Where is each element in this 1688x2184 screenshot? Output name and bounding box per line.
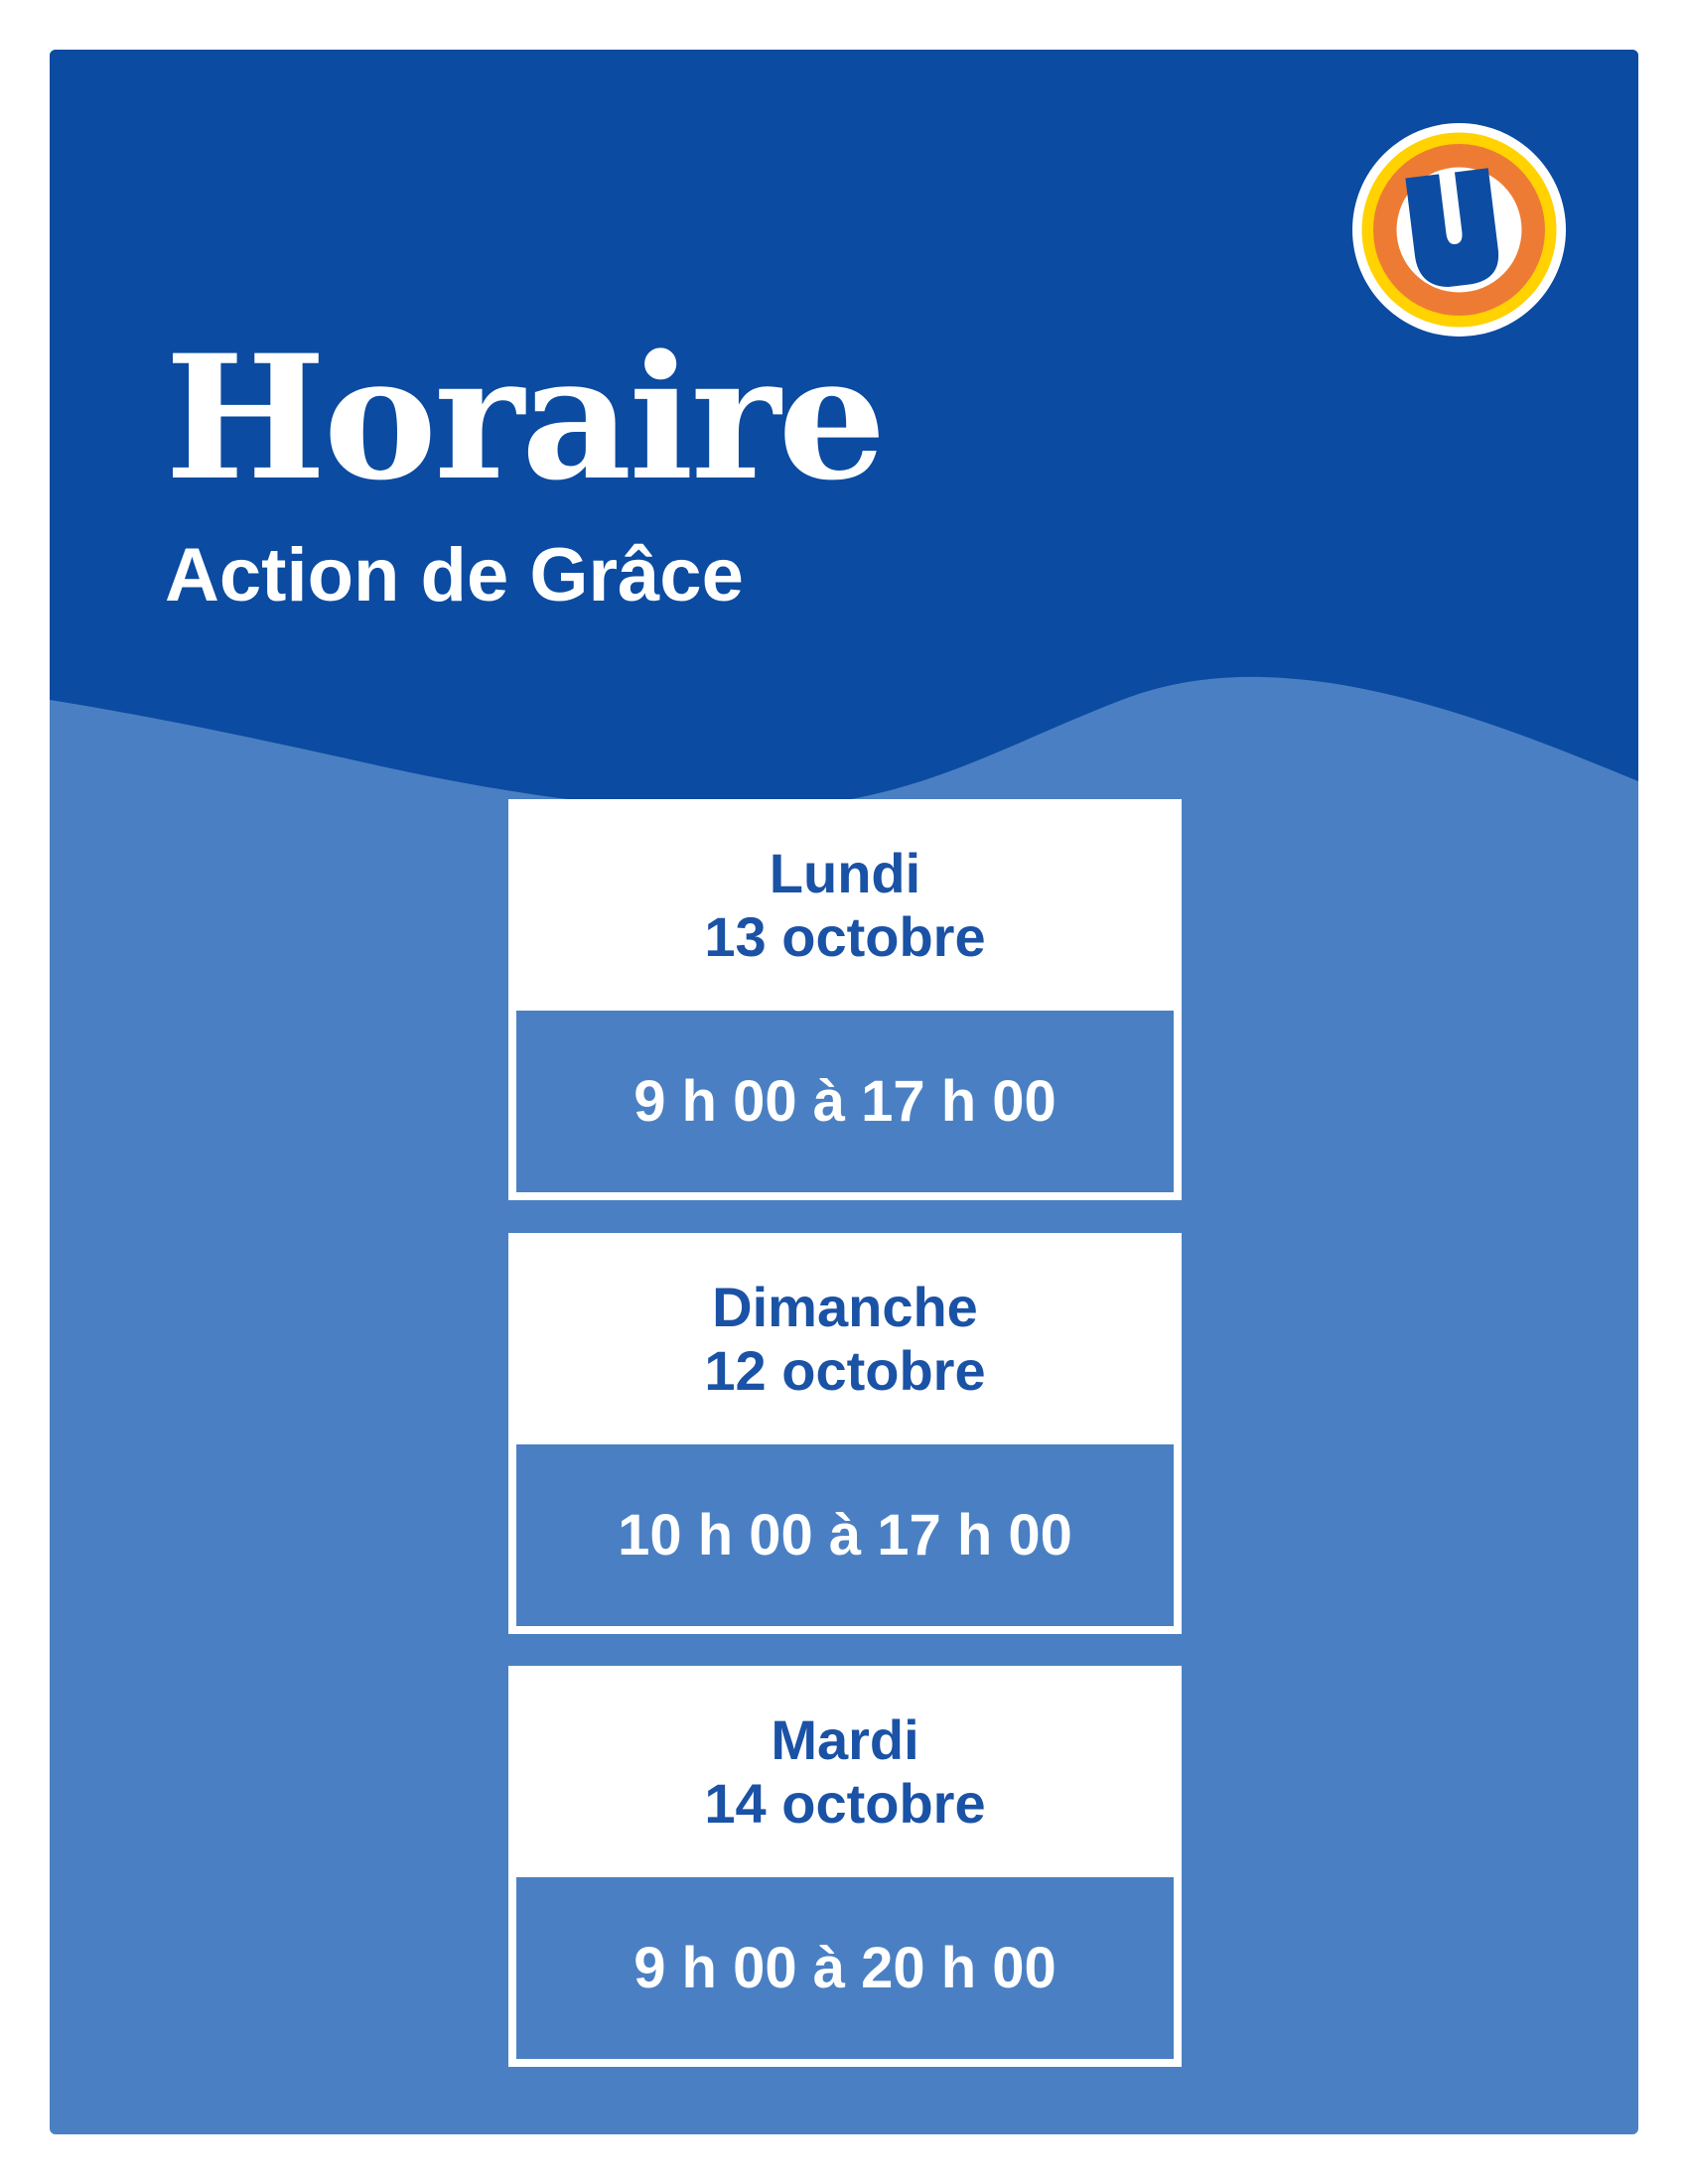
card-day-header — [508, 1666, 1182, 1877]
hours-text: 9 h 00 à 17 h 00 — [633, 1069, 1056, 1134]
schedule-card — [508, 1666, 1182, 2067]
day-name: Lundi — [769, 841, 921, 904]
schedule-card — [508, 799, 1182, 1200]
schedule-card — [508, 1233, 1182, 1634]
day-date: 13 octobre — [704, 904, 986, 968]
card-day-header — [508, 1233, 1182, 1444]
day-date: 14 octobre — [704, 1771, 986, 1835]
day-name: Dimanche — [712, 1275, 978, 1338]
poster-page — [50, 50, 1638, 2134]
card-hours-band — [516, 1011, 1174, 1192]
hours-text: 10 h 00 à 17 h 00 — [618, 1503, 1072, 1568]
day-date: 12 octobre — [704, 1338, 986, 1402]
card-hours-band — [516, 1444, 1174, 1626]
brand-logo — [1352, 123, 1566, 337]
page-title: Horaire — [165, 317, 884, 518]
card-day-header — [508, 799, 1182, 1011]
hours-text: 9 h 00 à 20 h 00 — [633, 1936, 1056, 2000]
day-name: Mardi — [771, 1707, 919, 1771]
page-subtitle: Action de Grâce — [165, 533, 744, 617]
card-hours-band — [516, 1877, 1174, 2059]
schedule-cards — [508, 50, 1182, 2134]
